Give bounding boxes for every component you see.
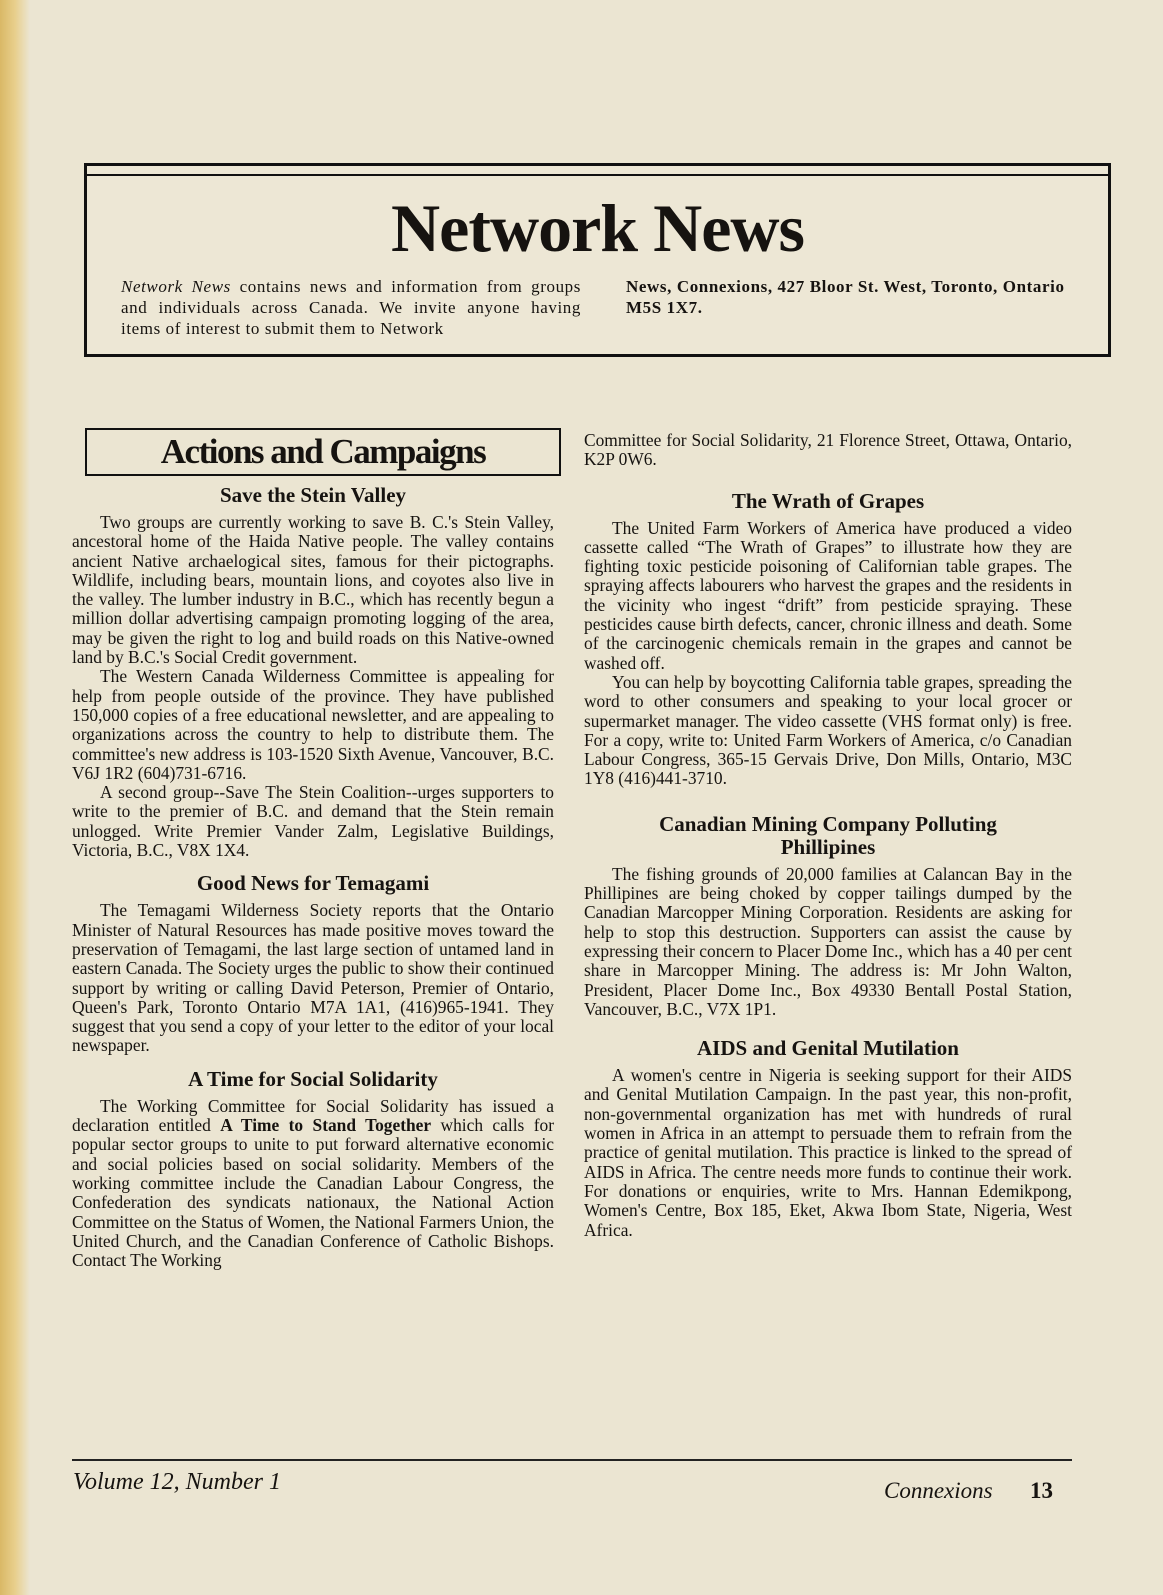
- page-number: 13: [1030, 1478, 1053, 1503]
- intro-italic-name: Network News: [121, 277, 231, 296]
- page-title: Network News: [391, 190, 804, 266]
- article-paragraph: Two groups are currently working to save B. C.'s Stein Valley, ancestoral home of the Haida Native people. The valley contains ancient Native archaelogical sites, famous for their pictographs. Wildlife, including bears, mountain lions, and coyotes also live in the valley. The lumber industry in B.C., which has recently begun a million dollar advertising campaign promoting logging of the area, may be given the right to log and build roads on this Native-owned land by B.C.'s Social Credit government.: [72, 512, 554, 668]
- header-intro-left: [121, 276, 581, 339]
- left-column: [72, 428, 554, 1270]
- issue-label: Volume 12, Number 1: [73, 1469, 281, 1495]
- right-column: [584, 431, 1072, 1240]
- paragraph-text: which calls for popular sector groups to unite to put forward alternative economic and social policies based on social solidarity. Members of the working committee include the Canadian Labour Congress, the Confederation des syndicats nationaux, the National Action Committee on the Status of Women, the National Farmers Union, the United Church, and the Canadian Conference of Catholic Bishops. Contact The Working: [72, 1115, 554, 1271]
- page-spine-shading: [0, 0, 30, 1595]
- header-double-rule: [87, 174, 1108, 176]
- article-heading: AIDS and Genital Mutilation: [697, 1036, 959, 1061]
- article-heading: A Time for Social Solidarity: [188, 1066, 438, 1091]
- header-intro-right: News, Connexions, 427 Bloor St. West, Toronto, Ontario M5S 1X7.: [626, 277, 1065, 317]
- continued-paragraph: Committee for Social Solidarity, 21 Florence Street, Ottawa, Ontario, K2P 0W6.: [584, 430, 1072, 470]
- article-paragraph: The fishing grounds of 20,000 families at Calancan Bay in the Phillipines are being choked by copper tailings dumped by the Canadian Marcopper Mining Corporation. Residents are asking for help to stop this destruction. Supporters can assist the cause by expressing their concern to Placer Dome Inc., which has a 40 per cent share in Marcopper Mining. The address is: Mr John Walton, President, Placer Dome Inc., Box 49330 Bentall Postal Station, Vancouver, B.C., V7X 1P1.: [584, 863, 1072, 1019]
- section-heading: Actions and Campaigns: [85, 428, 561, 476]
- article-paragraph: The Temagami Wilderness Society reports that the Ontario Minister of Natural Resources has made positive moves toward the preservation of Temagami, the last large section of untamed land in eastern Canada. The Society urges the public to show their continued support by writing or calling David Peterson, Premier of Ontario, Queen's Park, Toronto Ontario M7A 1A1, (416)965-1941. They suggest that you send a copy of your letter to the editor of your local newspaper.: [72, 900, 554, 1056]
- article-paragraph: The Western Canada Wilderness Committee is appealing for help from people outside of the province. They have published 150,000 copies of a free educational newsletter, and are appealing to organizations across the country to help to distribute them. The committee's new address is 103-1520 Sixth Avenue, Vancouver, B.C. V6J 1R2 (604)731-6716.: [72, 666, 554, 783]
- article-heading: Canadian Mining Company Polluting Phillipines: [659, 811, 997, 859]
- article-heading: The Wrath of Grapes: [731, 488, 925, 513]
- declaration-title: A Time to Stand Together: [220, 1115, 432, 1136]
- article-paragraph: You can help by boycotting California table grapes, spreading the word to other consumers and speaking to your local grocer or supermarket manager. The video cassette (VHS format only) is free. For a copy, write to: United Farm Workers of America, c/o Canadian Labour Congress, 365-15 Gervais Drive, Don Mills, Ontario, M3C 1Y8 (416)441-3710.: [584, 671, 1072, 789]
- network-news-header: [84, 163, 1111, 357]
- paragraph-text: The Working Committee for Social Solidarity has issued a declaration entitled: [72, 1095, 554, 1136]
- footer-rule: [72, 1459, 1072, 1461]
- article-paragraph: The United Farm Workers of America have produced a video cassette called “The Wrath of Grapes” to illustrate how they are fighting toxic pesticide poisoning of Californian table grapes. The spraying affects labourers who harvest the grapes and the residents in the vicinity who ingest “drift” from pesticide spraying. These pesticides cause birth defects, cancer, chronic illness and death. Some of the carcinogenic chemicals remain in the grapes and cannot be washed off.: [584, 517, 1072, 673]
- article-paragraph: A women's centre in Nigeria is seeking support for their AIDS and Genital Mutilation Campaign. In the past year, this non-profit, non-governmental organization has met with hundreds of rural women in Africa in an attempt to persuade them to refrain from the practice of genital mutilation. This practice is linked to the spread of AIDS in Africa. The centre needs more funds to continue their work. For donations or enquiries, write to Mrs. Hannan Edemikpong, Women's Centre, Box 185, Eket, Akwa Ibom State, Nigeria, West Africa.: [584, 1065, 1072, 1240]
- article-paragraph: [72, 1097, 554, 1271]
- publication-name: Connexions: [884, 1478, 993, 1503]
- article-heading: Good News for Temagami: [196, 871, 430, 896]
- article-paragraph: A second group--Save The Stein Coalition--urges supporters to write to the premier of B.C. and demand that the Stein remain unlogged. Write Premier Vander Zalm, Legislative Buildings, Victoria, B.C., V8X 1X4.: [72, 782, 554, 861]
- intro-text: contains news and information from groups and individuals across Canada. We invite anyone having items of interest to submit them to Network: [121, 277, 581, 338]
- article-heading: Save the Stein Valley: [219, 483, 407, 507]
